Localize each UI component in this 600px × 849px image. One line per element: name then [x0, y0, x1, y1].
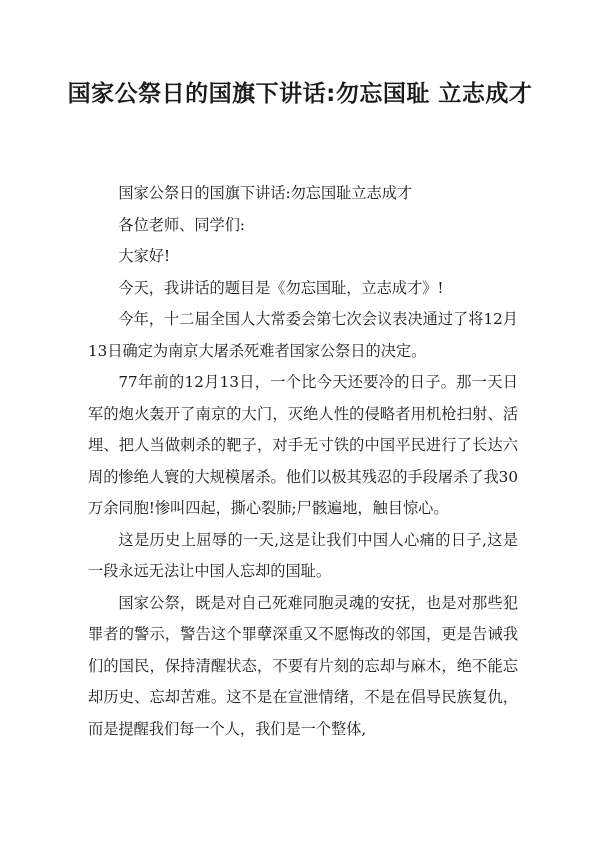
document-body	[88, 178, 518, 745]
paragraph-decision: 今年，十二届全国人大常委会第七次会议表决通过了将12月13日确定为南京大屠杀死难者国家公祭日的决定。	[88, 310, 518, 360]
paragraph-topic: 今天，我讲话的题目是《勿忘国耻，立志成才》!	[118, 278, 444, 297]
paragraph-greeting: 大家好!	[118, 247, 171, 265]
paragraph-subtitle: 国家公祭日的国旗下讲话:勿忘国耻立志成才	[118, 184, 413, 202]
paragraph-humiliation: 这是历史上屈辱的一天,这是让我们中国人心痛的日子,这是一段永远无法让中国人忘却的国耻。	[88, 530, 518, 580]
paragraph-salutation: 各位老师、同学们:	[118, 215, 246, 234]
document-title: 国家公祭日的国旗下讲话:勿忘国耻 立志成才	[67, 81, 533, 107]
paragraph-memorial: 国家公祭，既是对自己死难同胞灵魂的安抚，也是对那些犯罪者的警示，警告这个罪孽深重又不愿悔改的邻国，更是告诫我们的国民，保持清醒状态，不要有片刻的忘却与麻木，绝不能忘却历史、忘却苦难。这不是在宣泄情绪，不是在倡导民族复仇，而是提醒我们每一个人，我们是一个整体,	[88, 593, 518, 738]
paragraph-history: 77年前的12月13日，一个比今天还要冷的日子。那一天日军的炮火轰开了南京的大门，灭绝人性的侵略者用机枪扫射、活埋、把人当做刺杀的靶子，对手无寸铁的中国平民进行了长达六周的惨绝人寰的大规模屠杀。他们以极其残忍的手段屠杀了我30万余同胞!惨叫四起，撕心裂肺;尸骸遍地，触目惊心。	[88, 373, 518, 517]
